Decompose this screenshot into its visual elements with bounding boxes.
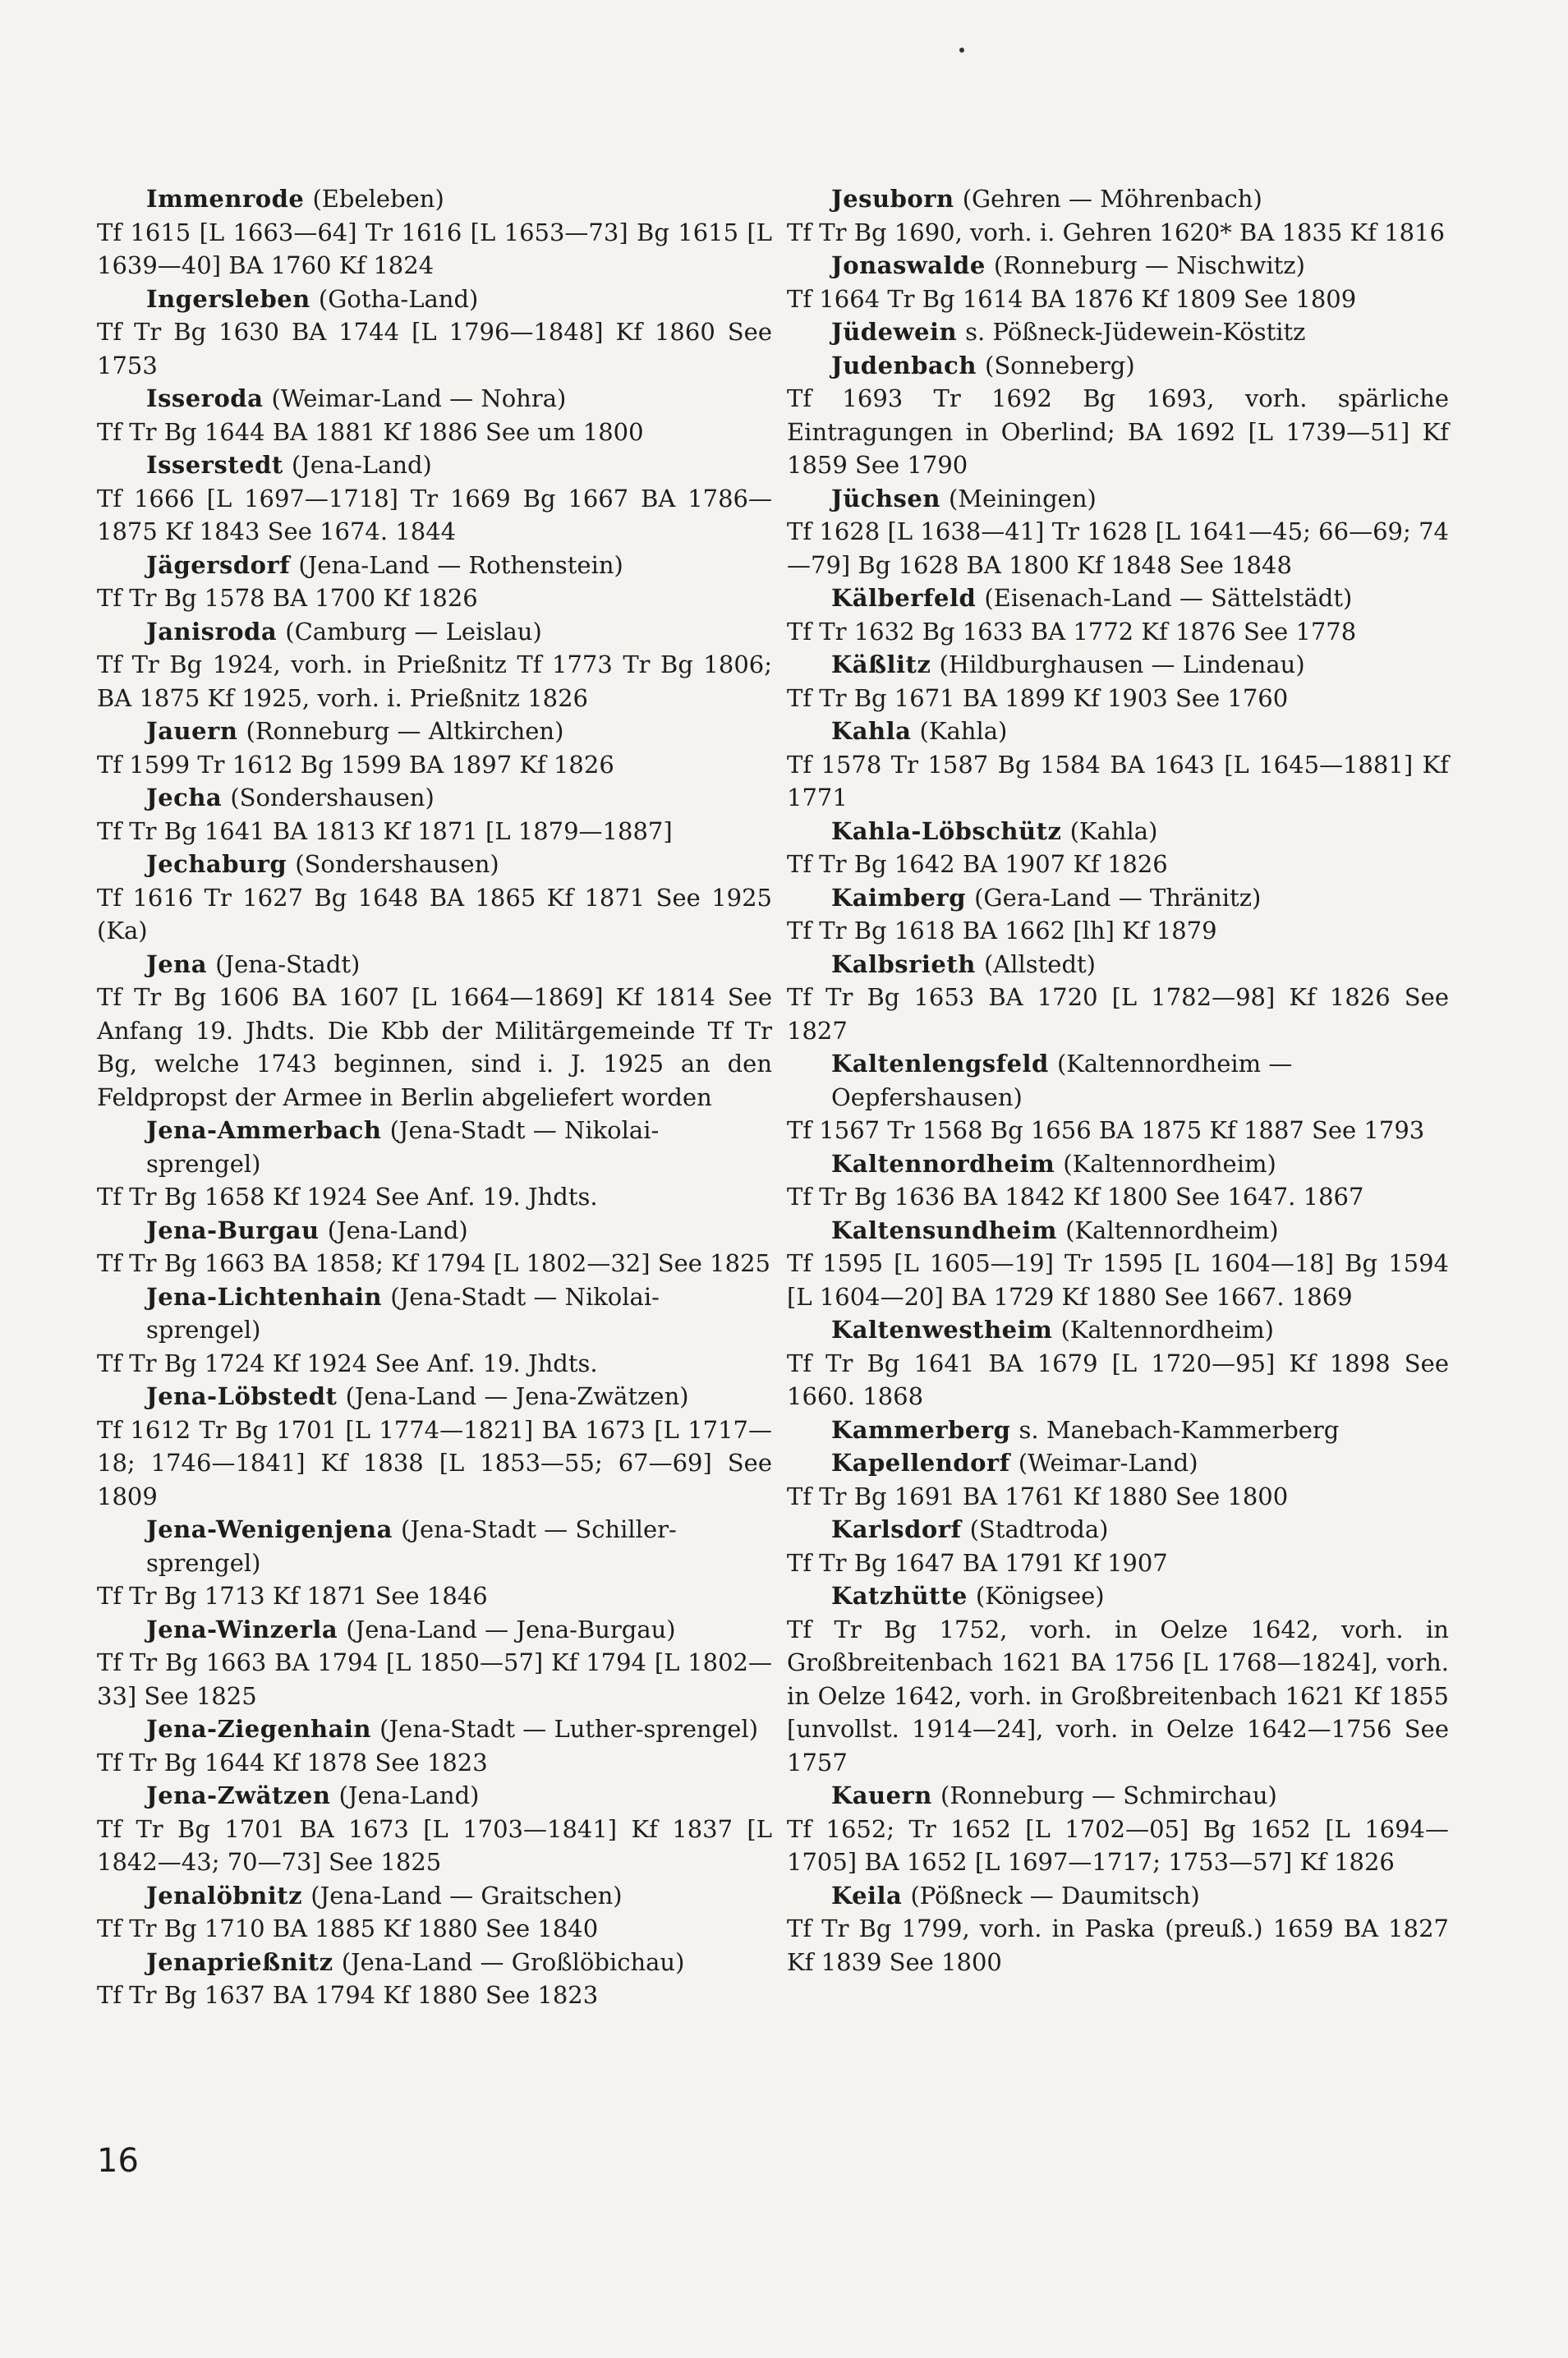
record-details: Tf 1693 Tr 1692 Bg 1693, vorh. spärliche Eintragungen in Oberlind; BA 1692 [L 1739—51] Kf 1859 See 1790 — [787, 384, 1449, 479]
place-name: Isseroda — [146, 384, 264, 412]
entry-heading — [787, 249, 1449, 283]
register-entry — [97, 1280, 772, 1381]
entry-heading — [787, 948, 1449, 981]
record-details: Tf 1567 Tr 1568 Bg 1656 BA 1875 Kf 1887 See 1793 — [787, 1116, 1425, 1144]
entry-heading — [97, 283, 772, 316]
place-name: Ingersleben — [146, 284, 310, 313]
parish-location: (Pößneck — Daumitsch) — [910, 1881, 1200, 1910]
record-details: Tf Tr Bg 1644 Kf 1878 See 1823 — [97, 1748, 488, 1777]
record-details: Tf Tr Bg 1606 BA 1607 [L 1664—1869] Kf 1814 See Anfang 19. Jhdts. Die Kbb der Militärgemeinde Tf Tr Bg, welche 1743 beginnen, sind i. J. 1925 an den Feldpropst der Armee in Berlin abgeliefert worden — [97, 983, 772, 1111]
place-name: Janisroda — [146, 617, 278, 646]
parish-location: (Weimar-Land) — [1018, 1449, 1198, 1477]
register-entry — [97, 1513, 772, 1613]
place-name: Jesuborn — [831, 185, 954, 213]
parish-location: (Jena-Stadt) — [215, 949, 361, 978]
entry-heading — [97, 1114, 772, 1180]
parish-location: (Stadtroda) — [969, 1515, 1109, 1543]
entry-heading — [97, 182, 772, 216]
entry-heading — [97, 1946, 772, 1979]
parish-location: (Jena-Land — Großlöbichau) — [341, 1947, 685, 1976]
register-entry — [97, 1214, 772, 1280]
register-entry — [787, 1879, 1449, 1979]
place-name: Jägersdorf — [146, 550, 291, 579]
parish-location: (Kaltennordheim) — [1063, 1149, 1276, 1178]
record-details: Tf Tr Bg 1642 BA 1907 Kf 1826 — [787, 850, 1168, 878]
entry-heading — [97, 1712, 772, 1746]
place-name: Jenaprießnitz — [146, 1947, 333, 1976]
parish-location: (Sonneberg) — [985, 351, 1135, 379]
register-entry — [787, 1313, 1449, 1413]
register-entry — [97, 549, 772, 615]
place-name: Kaltenlengsfeld — [831, 1050, 1049, 1078]
entry-heading — [787, 1513, 1449, 1547]
record-details: Tf 1615 [L 1663—64] Tr 1616 [L 1653—73] Bg 1615 [L 1639—40] BA 1760 Kf 1824 — [97, 218, 772, 279]
register-entry — [787, 815, 1449, 881]
register-entry — [787, 948, 1449, 1048]
register-entry — [97, 182, 772, 283]
place-name: Judenbach — [831, 351, 977, 379]
entry-heading — [787, 815, 1449, 848]
entry-heading — [787, 648, 1449, 682]
register-entry — [787, 349, 1449, 482]
entry-heading — [97, 848, 772, 881]
place-name: Jena-Burgau — [146, 1216, 320, 1244]
parish-location: (Gotha-Land) — [318, 284, 479, 313]
record-details: Tf Tr Bg 1618 BA 1662 [lh] Kf 1879 — [787, 917, 1217, 945]
place-name: Jena-Ziegenhain — [146, 1715, 372, 1743]
entry-heading — [787, 1879, 1449, 1913]
entry-heading — [787, 581, 1449, 615]
record-details: Tf Tr Bg 1644 BA 1881 Kf 1886 See um 1800 — [97, 417, 644, 446]
parish-location: (Kaltennordheim) — [1060, 1316, 1274, 1344]
place-name: Jena-Wenigenjena — [146, 1515, 393, 1543]
register-entry — [97, 1114, 772, 1214]
record-details: Tf Tr Bg 1799, vorh. in Paska (preuß.) 1659 BA 1827 Kf 1839 See 1800 — [787, 1914, 1449, 1976]
place-name: Kaltenwestheim — [831, 1316, 1053, 1344]
place-name: Kapellendorf — [831, 1449, 1010, 1477]
entry-heading — [97, 1779, 772, 1813]
register-entry — [97, 283, 772, 383]
entry-heading — [787, 1313, 1449, 1347]
register-entry — [97, 1613, 772, 1713]
entry-heading — [97, 1380, 772, 1413]
record-details: Tf Tr Bg 1710 BA 1885 Kf 1880 See 1840 — [97, 1914, 599, 1942]
record-details: Tf Tr Bg 1701 BA 1673 [L 1703—1841] Kf 1837 [L 1842—43; 70—73] See 1825 — [97, 1814, 772, 1876]
record-details: Tf Tr Bg 1671 BA 1899 Kf 1903 See 1760 — [787, 683, 1289, 712]
record-details: Tf Tr Bg 1924, vorh. in Prießnitz Tf 1773 Tr Bg 1806; BA 1875 Kf 1925, vorh. i. Prießnitz 1826 — [97, 650, 772, 712]
place-name: Kälberfeld — [831, 584, 977, 612]
entry-heading — [787, 1579, 1449, 1613]
register-entry — [787, 1779, 1449, 1879]
record-details: Tf 1664 Tr Bg 1614 BA 1876 Kf 1809 See 1809 — [787, 284, 1357, 313]
right-column — [787, 182, 1449, 1979]
register-entry — [97, 715, 772, 781]
register-entry — [787, 1147, 1449, 1214]
record-details: Tf Tr Bg 1724 Kf 1924 See Anf. 19. Jhdts. — [97, 1349, 598, 1377]
record-details: Tf Tr Bg 1658 Kf 1924 See Anf. 19. Jhdts. — [97, 1183, 598, 1211]
place-name: Jena-Winzerla — [146, 1615, 338, 1643]
place-name: Jonaswalde — [831, 251, 986, 279]
ink-dot — [959, 48, 964, 53]
record-details: Tf 1595 [L 1605—19] Tr 1595 [L 1604—18] Bg 1594 [L 1604—20] BA 1729 Kf 1880 See 1667. 1869 — [787, 1249, 1449, 1311]
parish-location: (Jena-Land — Graitschen) — [310, 1881, 623, 1910]
record-details: Tf Tr Bg 1641 BA 1813 Kf 1871 [L 1879—1887] — [97, 816, 673, 845]
place-name: Isserstedt — [146, 451, 283, 479]
register-entry — [97, 1380, 772, 1513]
register-entry — [97, 615, 772, 715]
register-entry — [787, 182, 1449, 249]
record-details: Tf Tr Bg 1663 BA 1858; Kf 1794 [L 1802—32] See 1825 — [97, 1249, 770, 1277]
parish-location: (Kaltennordheim) — [1065, 1216, 1279, 1244]
left-column — [97, 182, 772, 2012]
register-entry — [97, 848, 772, 948]
place-name: Jena-Lichtenhain — [146, 1282, 383, 1311]
record-details: Tf Tr Bg 1647 BA 1791 Kf 1907 — [787, 1548, 1168, 1577]
register-entry — [787, 581, 1449, 648]
register-entry — [787, 648, 1449, 715]
parish-location: (Jena-Land) — [291, 451, 432, 479]
register-entry — [787, 1413, 1449, 1447]
place-name: Jecha — [146, 784, 223, 811]
register-entry — [787, 1579, 1449, 1779]
entry-heading — [97, 1613, 772, 1647]
place-name: Karlsdorf — [831, 1515, 962, 1543]
place-name: Kammerberg — [831, 1415, 1011, 1444]
register-entry — [97, 1712, 772, 1779]
place-name: Katzhütte — [831, 1582, 968, 1610]
record-details: Tf Tr Bg 1578 BA 1700 Kf 1826 — [97, 584, 478, 612]
place-name: Keila — [831, 1881, 903, 1910]
record-details: Tf 1612 Tr Bg 1701 [L 1774—1821] BA 1673 [L 1717—18; 1746—1841] Kf 1838 [L 1853—55; 67—69] See 1809 — [97, 1415, 772, 1510]
register-entry — [787, 315, 1449, 349]
page-number: 16 — [97, 2142, 139, 2180]
record-details: Tf Tr Bg 1653 BA 1720 [L 1782—98] Kf 1826 See 1827 — [787, 983, 1449, 1045]
record-details: Tf Tr Bg 1630 BA 1744 [L 1796—1848] Kf 1860 See 1753 — [97, 318, 772, 379]
parish-location: (Jena-Land — Jena-Zwätzen) — [345, 1382, 689, 1410]
place-name: Immenrode — [146, 185, 305, 213]
entry-heading — [97, 715, 772, 748]
record-details: Tf Tr Bg 1636 BA 1842 Kf 1800 See 1647. 1867 — [787, 1183, 1364, 1211]
entry-heading — [97, 948, 772, 981]
parish-location: (Sondershausen) — [295, 850, 499, 878]
place-name: Jena — [146, 949, 208, 978]
entry-heading — [787, 1779, 1449, 1813]
parish-location: (Königsee) — [975, 1582, 1105, 1610]
register-entry — [787, 1047, 1449, 1147]
record-details: Tf Tr Bg 1713 Kf 1871 See 1846 — [97, 1582, 488, 1610]
record-details: Tf 1652; Tr 1652 [L 1702—05] Bg 1652 [L 1694—1705] BA 1652 [L 1697—1717; 1753—57] Kf 1826 — [787, 1814, 1449, 1876]
parish-location: (Jena-Land — Jena-Burgau) — [346, 1615, 676, 1643]
place-name: Kahla-Löbschütz — [831, 816, 1062, 845]
register-entry — [97, 1946, 772, 2012]
entry-heading — [787, 315, 1449, 349]
place-name: Jechaburg — [146, 850, 287, 878]
record-details: Tf Tr Bg 1691 BA 1761 Kf 1880 See 1800 — [787, 1482, 1289, 1510]
entry-heading — [97, 382, 772, 416]
parish-location: s. Manebach-Kammerberg — [1019, 1415, 1340, 1444]
record-details: Tf Tr Bg 1690, vorh. i. Gehren 1620* BA 1835 Kf 1816 — [787, 218, 1445, 246]
entry-heading — [787, 881, 1449, 915]
parish-location: (Meiningen) — [949, 484, 1097, 513]
record-details: Tf Tr Bg 1637 BA 1794 Kf 1880 See 1823 — [97, 1981, 599, 2009]
entry-heading — [787, 715, 1449, 748]
parish-location: (Gehren — Möhrenbach) — [962, 185, 1262, 213]
register-entry — [787, 249, 1449, 315]
record-details: Tf Tr Bg 1641 BA 1679 [L 1720—95] Kf 1898 See 1660. 1868 — [787, 1349, 1449, 1410]
entry-heading — [97, 1280, 772, 1347]
entry-heading — [787, 349, 1449, 383]
parish-location: (Hildburghausen — Lindenau) — [939, 650, 1305, 678]
place-name: Kaltensundheim — [831, 1216, 1057, 1244]
place-name: Jauern — [146, 717, 238, 745]
entry-heading — [97, 1879, 772, 1913]
parish-location: (Weimar-Land — Nohra) — [271, 384, 567, 412]
parish-location: (Allstedt) — [983, 949, 1096, 978]
parish-location: (Kahla) — [919, 717, 1008, 745]
register-entry — [97, 1879, 772, 1946]
record-details: Tf 1578 Tr 1587 Bg 1584 BA 1643 [L 1645—1881] Kf 1771 — [787, 750, 1449, 811]
entry-heading — [97, 549, 772, 582]
entry-heading — [787, 1413, 1449, 1447]
entry-heading — [787, 1047, 1449, 1114]
entry-heading — [97, 781, 772, 815]
record-details: Tf 1599 Tr 1612 Bg 1599 BA 1897 Kf 1826 — [97, 750, 614, 779]
place-name: Kaimberg — [831, 883, 966, 912]
parish-location: (Jena-Land — Rothenstein) — [298, 550, 623, 579]
register-entry — [97, 382, 772, 448]
record-details: Tf 1616 Tr 1627 Bg 1648 BA 1865 Kf 1871 See 1925 (Ka) — [97, 883, 772, 945]
record-details: Tf Tr 1632 Bg 1633 BA 1772 Kf 1876 See 1778 — [787, 617, 1357, 646]
register-entry — [787, 715, 1449, 815]
register-entry — [97, 1779, 772, 1879]
parish-location: (Camburg — Leislau) — [285, 617, 542, 646]
record-details: Tf 1666 [L 1697—1718] Tr 1669 Bg 1667 BA 1786—1875 Kf 1843 See 1674. 1844 — [97, 484, 772, 545]
entry-heading — [97, 448, 772, 482]
place-name: Käßlitz — [831, 650, 931, 678]
entry-heading — [97, 1214, 772, 1248]
place-name: Kaltennordheim — [831, 1149, 1055, 1178]
parish-location: (Jena-Stadt — Nikolai-sprengel) — [146, 1116, 660, 1178]
register-entry — [787, 1446, 1449, 1513]
entry-heading — [787, 1147, 1449, 1181]
entry-heading — [787, 1214, 1449, 1248]
parish-location: (Ronneburg — Nischwitz) — [993, 251, 1305, 279]
register-entry — [787, 881, 1449, 948]
register-entry — [787, 1513, 1449, 1579]
parish-location: (Eisenach-Land — Sättelstädt) — [984, 584, 1353, 612]
register-entry — [97, 448, 772, 549]
place-name: Jüdewein — [831, 318, 958, 346]
register-entry — [97, 781, 772, 848]
place-name: Jenalöbnitz — [146, 1881, 303, 1910]
parish-location: (Ronneburg — Altkirchen) — [246, 717, 564, 745]
record-details: Tf 1628 [L 1638—41] Tr 1628 [L 1641—45; 66—69; 74—79] Bg 1628 BA 1800 Kf 1848 See 1848 — [787, 517, 1449, 579]
place-name: Jena-Löbstedt — [146, 1382, 338, 1410]
entry-heading — [97, 1513, 772, 1579]
register-entry — [787, 1214, 1449, 1314]
parish-location: (Kahla) — [1069, 816, 1158, 845]
place-name: Jüchsen — [831, 484, 940, 513]
register-entry — [787, 482, 1449, 582]
entry-heading — [787, 182, 1449, 216]
entry-heading — [97, 615, 772, 649]
record-details: Tf Tr Bg 1663 BA 1794 [L 1850—57] Kf 1794 [L 1802—33] See 1825 — [97, 1648, 772, 1710]
record-details: Tf Tr Bg 1752, vorh. in Oelze 1642, vorh. in Großbreitenbach 1621 BA 1756 [L 1768—1824], vorh. in Oelze 1642, vorh. in Großbreitenbach 1621 Kf 1855 [unvollst. 1914—24], vorh. in Oelze 1642—1756 See 1757 — [787, 1615, 1449, 1777]
place-name: Jena-Ammerbach — [146, 1116, 382, 1144]
register-entry — [97, 948, 772, 1115]
parish-location: (Sondershausen) — [230, 784, 435, 811]
place-name: Kalbsrieth — [831, 949, 976, 978]
parish-location: (Jena-Land) — [327, 1216, 468, 1244]
parish-location: (Ebeleben) — [312, 185, 444, 213]
parish-location: s. Pößneck-Jüdewein-Köstitz — [965, 318, 1306, 346]
entry-heading — [787, 1446, 1449, 1480]
parish-location: (Gera-Land — Thränitz) — [974, 883, 1262, 912]
parish-location: (Ronneburg — Schmirchau) — [940, 1781, 1277, 1809]
place-name: Kauern — [831, 1781, 932, 1809]
place-name: Kahla — [831, 717, 912, 745]
parish-location: (Kaltennordheim — Oepfershausen) — [831, 1050, 1293, 1111]
parish-location: (Jena-Stadt — Schiller-sprengel) — [146, 1515, 677, 1577]
parish-location: (Jena-Land) — [338, 1781, 480, 1809]
entry-heading — [787, 482, 1449, 516]
parish-location: (Jena-Stadt — Nikolai-sprengel) — [146, 1282, 660, 1344]
place-name: Jena-Zwätzen — [146, 1781, 331, 1809]
parish-location: (Jena-Stadt — Luther-sprengel) — [379, 1715, 759, 1743]
